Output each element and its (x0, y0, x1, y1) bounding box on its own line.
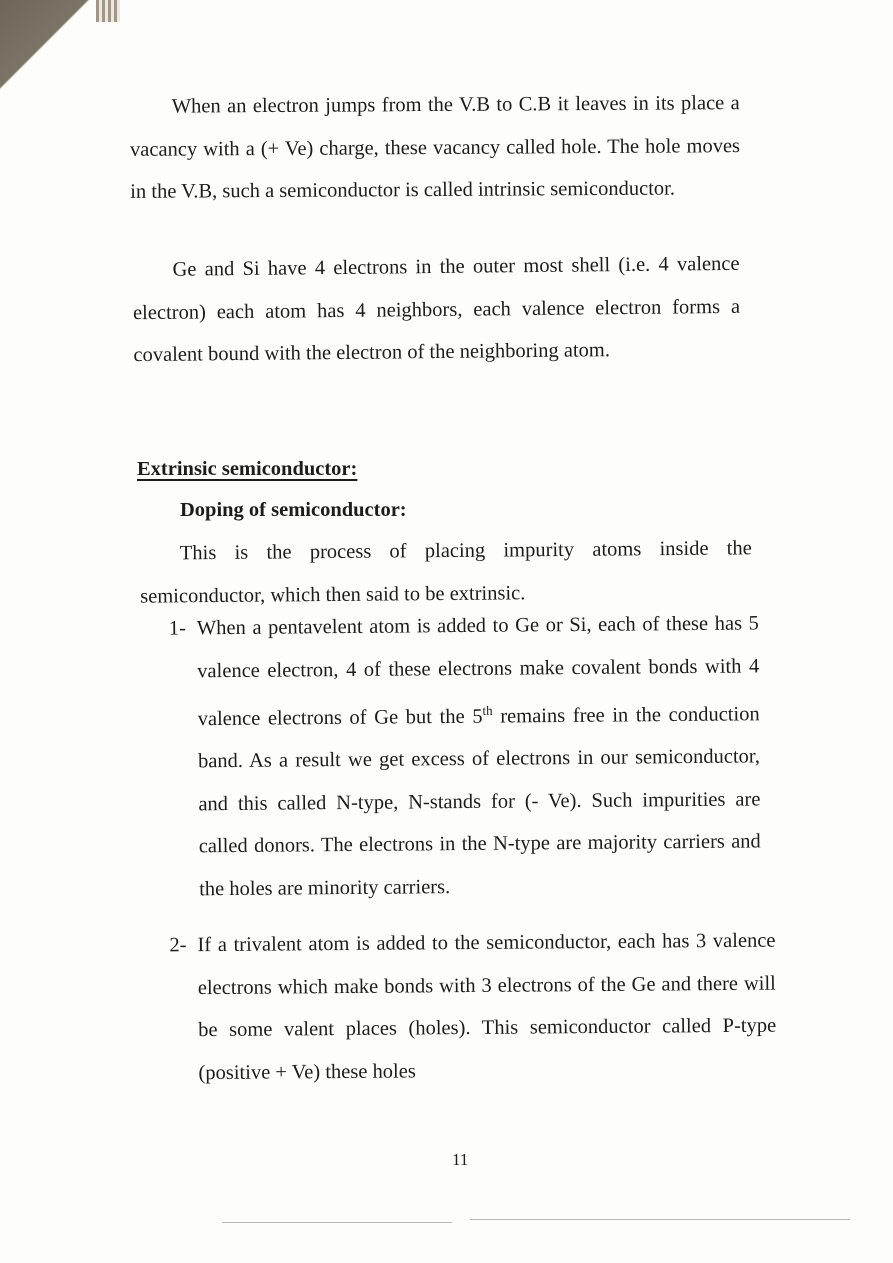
section-heading: Extrinsic semiconductor: (137, 458, 358, 480)
subheading: Doping of semiconductor: (180, 499, 407, 521)
footer-rule-right (470, 1219, 850, 1220)
footer-rule-left (222, 1222, 452, 1223)
paragraph-ge-si: Ge and Si have 4 electrons in the outer most shell (i.e. 4 valence electron) each atom has 4 neighbors, each valence electron forms a covalent bound with the electron of the neighboring atom. (132, 252, 741, 367)
page-number: 11 (452, 1150, 469, 1169)
list-number: 2- (169, 934, 187, 957)
list-item-text-part-a: When a pentavelent atom is added to Ge or Si, each of these has 5 valence electron, 4 of these electrons make covalent bonds with 4 valence electrons of Ge but the 5 (196, 612, 760, 731)
list-item-text (197, 602, 762, 910)
binding-stitch-texture (96, 0, 120, 22)
list-item-text-part-b: remains free in the conduction band. As a result we get excess of electrons in our semiconductor, and this called N-type, N-stands for (- Ve). Such impurities are called donors. The electrons in the N-type are majority carriers and the holes are minority carriers. (197, 703, 761, 901)
paragraph-intrinsic: When an electron jumps from the V.B to C.B it leaves in its place a vacancy with a (+ Ve) charge, these vacancy called hole. The hole moves in the V.B, such a semiconductor is called intrinsic semiconductor. (129, 92, 741, 203)
list-item-text: If a trivalent atom is added to the semiconductor, each has 3 valence electrons which make bonds with 3 electrons of the Ge and there will be some valent places (holes). This semiconductor called P-type (positive + Ve) these holes (197, 929, 777, 1084)
superscript-th: th (482, 702, 493, 718)
list-item-p-type (169, 920, 776, 1095)
paragraph-doping-intro: This is the process of placing impurity atoms inside the semiconductor, which then said to be extrinsic. (140, 537, 752, 608)
list-item-n-type (169, 602, 762, 910)
list-number: 1- (168, 617, 187, 640)
